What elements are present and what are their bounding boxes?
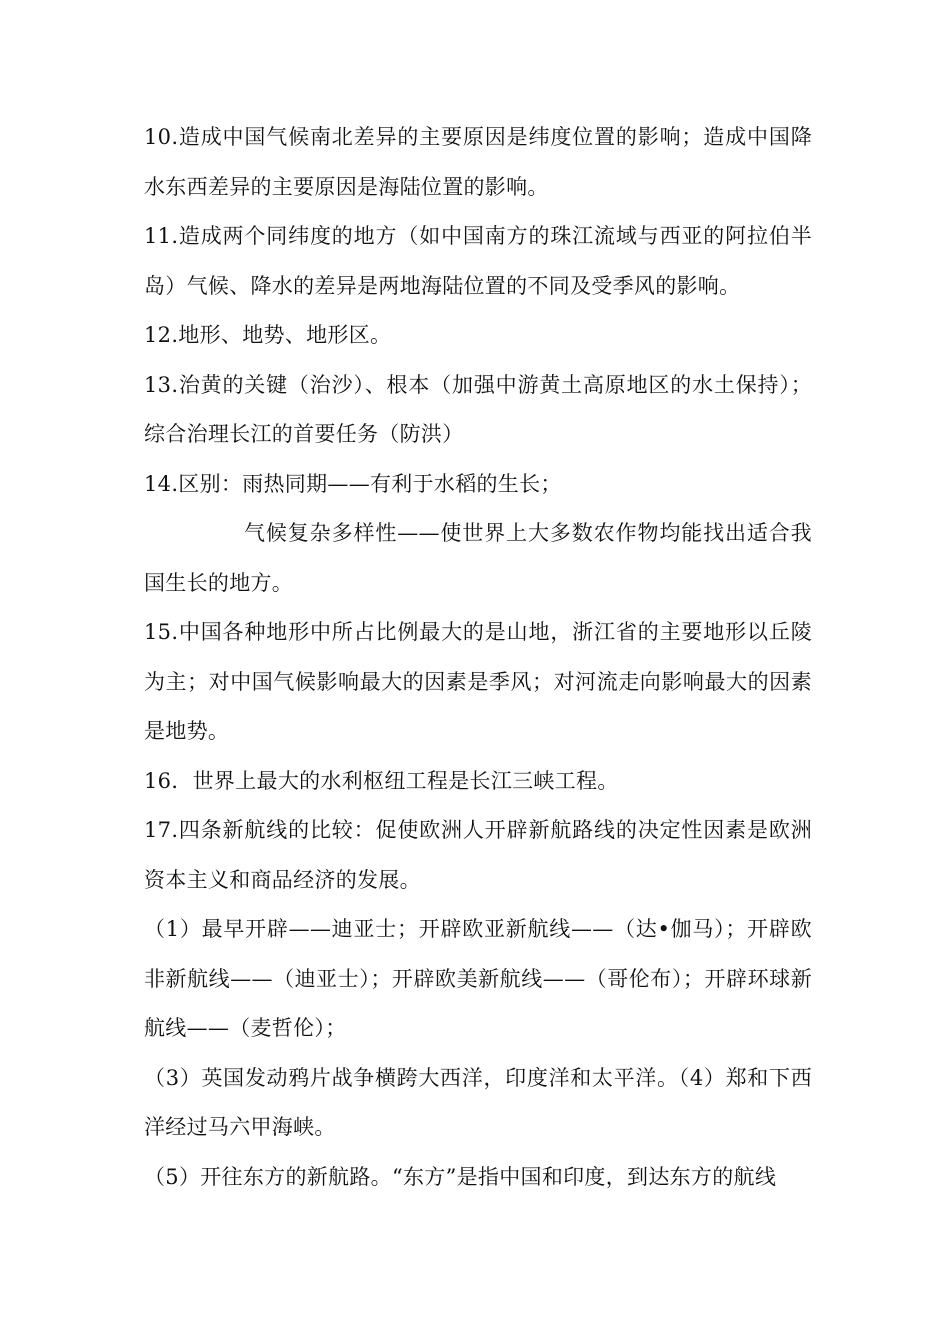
paragraph-14-continued: 气候复杂多样性——使世界上大多数农作物均能找出适合我国生长的地方。 [144, 521, 812, 595]
paragraph-11: 11.造成两个同纬度的地方（如中国南方的珠江流域与西亚的阿拉伯半岛）气候、降水的差异是两地海陆位置的不同及受季风的影响。 [144, 224, 812, 298]
paragraph-13: 13.治黄的关键（治沙）、根本（加强中游黄土高原地区的水土保持）；综合治理长江的首要任务（防洪） [144, 372, 812, 446]
paragraph-14: 14.区别：雨热同期——有利于水稻的生长； [144, 471, 562, 496]
paragraph-12: 12.地形、地势、地形区。 [144, 323, 392, 347]
paragraph-17-item-5: （5）开往东方的新航路。“东方”是指中国和印度，到达东方的航线 [144, 1164, 777, 1189]
paragraph-15: 15.中国各种地形中所占比例最大的是山地，浙江省的主要地形以丘陵为主；对中国气候影响最大的因素是季风；对河流走向影响最大的因素是地势。 [144, 620, 812, 743]
paragraph-17-item-1: （1）最早开辟——迪亚士；开辟欧亚新航线——（达•伽马）；开辟欧非新航线——（迪亚士）；开辟欧美新航线——（哥伦布）；开辟环球新航线——（麦哲伦）； [144, 917, 812, 1040]
paragraph-17: 17.四条新航线的比较：促使欧洲人开辟新航路线的决定性因素是欧洲资本主义和商品经济的发展。 [144, 818, 812, 892]
paragraph-16: 16．世界上最大的水利枢纽工程是长江三峡工程。 [144, 768, 619, 793]
paragraph-10: 10.造成中国气候南北差异的主要原因是纬度位置的影响；造成中国降水东西差异的主要原因是海陆位置的影响。 [144, 125, 812, 199]
document-body [144, 113, 812, 1202]
paragraph-17-item-3-4: （3）英国发动鸦片战争横跨大西洋，印度洋和太平洋。（4）郑和下西洋经过马六甲海峡。 [144, 1065, 812, 1139]
